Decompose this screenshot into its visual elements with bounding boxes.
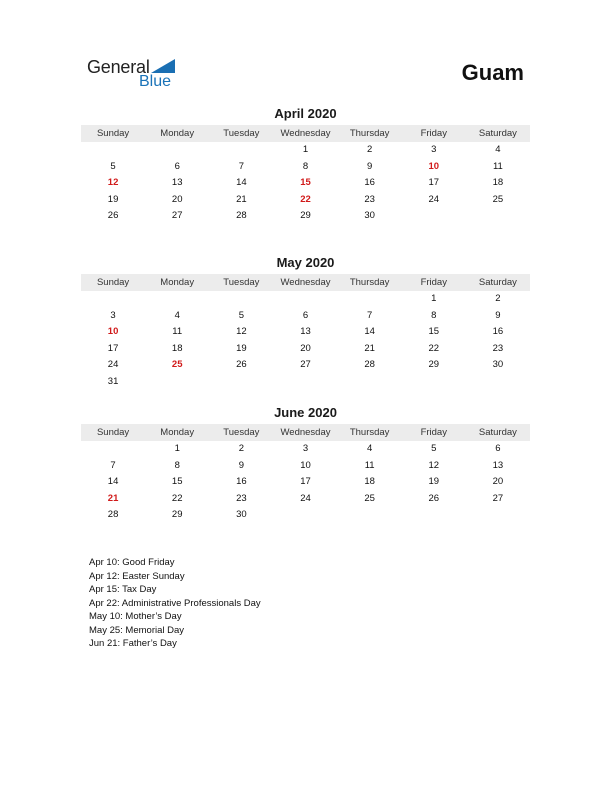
empty-day-cell — [209, 291, 273, 308]
day-cell: 9 — [366, 160, 373, 172]
week-row — [81, 208, 530, 225]
month-calendar-june — [81, 405, 530, 524]
day-cell: 16 — [236, 476, 247, 488]
weekday-label: Saturday — [478, 427, 517, 438]
weekday-label: Sunday — [96, 128, 130, 139]
day-cell: 20 — [171, 193, 183, 205]
empty-day-cell — [338, 374, 402, 391]
day-cell: 28 — [236, 210, 247, 222]
week-row — [81, 474, 530, 491]
weekday-label: Sunday — [96, 277, 130, 288]
day-cell: 13 — [300, 326, 311, 338]
empty-day-cell — [466, 374, 530, 391]
day-cell: 8 — [174, 459, 180, 471]
empty-day-cell — [338, 291, 402, 308]
day-cell: 11 — [364, 459, 375, 471]
week-row — [81, 175, 530, 192]
day-cell: 18 — [171, 342, 183, 354]
weekday-header-row — [81, 274, 530, 291]
day-cell: 11 — [172, 326, 183, 338]
day-cell: 7 — [238, 160, 244, 172]
week-row — [81, 441, 530, 458]
weekday-header-row — [81, 125, 530, 142]
empty-day-cell — [81, 291, 145, 308]
day-cell: 22 — [428, 342, 440, 354]
logo-triangle-icon — [151, 59, 175, 73]
day-cell: 20 — [492, 476, 504, 488]
day-cell: 3 — [431, 144, 437, 155]
empty-day-cell — [209, 374, 273, 391]
weekday-label: Wednesday — [280, 427, 331, 438]
day-cell: 30 — [492, 359, 504, 371]
holiday-day-cell: 21 — [107, 492, 119, 504]
empty-day-cell — [338, 507, 402, 524]
weekday-label: Wednesday — [280, 277, 331, 288]
empty-day-cell — [273, 507, 337, 524]
day-cell: 27 — [300, 359, 311, 371]
day-cell: 19 — [236, 342, 247, 354]
holiday-day-cell: 22 — [300, 193, 311, 205]
day-cell: 14 — [364, 326, 375, 338]
holiday-list-item: Apr 10: Good Friday — [89, 557, 175, 568]
week-row — [81, 507, 530, 524]
weekday-label: Thursday — [349, 128, 390, 139]
day-cell: 26 — [236, 359, 247, 371]
weekday-label: Monday — [160, 277, 195, 288]
day-cell: 25 — [492, 193, 504, 205]
holiday-day-cell: 12 — [107, 177, 119, 189]
day-cell: 13 — [171, 177, 183, 189]
empty-day-cell — [466, 208, 530, 225]
day-cell: 26 — [428, 492, 440, 504]
logo-text-general: General — [87, 57, 150, 77]
weekday-label: Sunday — [96, 427, 130, 438]
logo-text-blue: Blue — [139, 73, 172, 90]
day-cell: 4 — [495, 144, 501, 155]
empty-day-cell — [145, 142, 209, 159]
day-cell: 31 — [107, 375, 119, 387]
day-cell: 2 — [495, 293, 501, 304]
weekday-label: Thursday — [349, 277, 390, 288]
day-cell: 29 — [428, 359, 440, 371]
day-cell: 22 — [171, 492, 183, 504]
empty-day-cell — [81, 142, 145, 159]
month-calendar-april — [81, 106, 530, 225]
empty-day-cell — [145, 291, 209, 308]
empty-day-cell — [145, 374, 209, 391]
weekday-label: Monday — [160, 128, 195, 139]
day-cell: 2 — [366, 144, 373, 155]
day-cell: 29 — [171, 509, 183, 521]
weekday-label: Tuesday — [223, 128, 260, 139]
holiday-list-item: Apr 22: Administrative Professionals Day — [89, 597, 261, 609]
day-cell: 24 — [300, 492, 311, 504]
day-cell: 1 — [302, 144, 309, 155]
day-cell: 15 — [171, 476, 183, 488]
day-cell: 14 — [107, 476, 119, 488]
day-cell: 23 — [236, 492, 247, 504]
month-title: May 2020 — [276, 255, 335, 270]
empty-day-cell — [402, 208, 466, 225]
weekday-label: Saturday — [478, 128, 517, 139]
day-cell: 17 — [107, 342, 119, 354]
day-cell: 10 — [300, 459, 311, 471]
day-cell: 14 — [236, 177, 247, 189]
holiday-day-cell: 10 — [428, 160, 440, 172]
week-row — [81, 192, 530, 209]
holiday-list-item: Apr 12: Easter Sunday — [89, 570, 185, 582]
day-cell: 27 — [492, 492, 504, 504]
week-row — [81, 324, 530, 341]
holiday-list-item: Jun 21: Father’s Day — [89, 638, 177, 649]
month-title: April 2020 — [274, 106, 337, 121]
weekday-label: Thursday — [349, 427, 390, 438]
holiday-day-cell: 10 — [107, 326, 119, 338]
holiday-list-item: Apr 15: Tax Day — [89, 584, 157, 595]
holiday-list — [89, 556, 261, 651]
week-row — [81, 291, 530, 308]
holiday-day-cell: 25 — [171, 359, 183, 371]
day-cell: 15 — [428, 326, 440, 338]
empty-day-cell — [273, 374, 337, 391]
month-calendar-may — [81, 255, 530, 391]
week-row — [81, 341, 530, 358]
day-cell: 19 — [428, 476, 440, 488]
day-cell: 24 — [107, 359, 119, 371]
empty-day-cell — [273, 291, 337, 308]
day-cell: 16 — [364, 177, 375, 189]
day-cell: 21 — [236, 193, 247, 205]
weekday-label: Friday — [420, 277, 447, 288]
weekday-label: Friday — [420, 128, 447, 139]
week-row — [81, 159, 530, 176]
day-cell: 9 — [495, 309, 501, 321]
week-row — [81, 374, 530, 391]
day-cell: 12 — [236, 326, 247, 338]
day-cell: 3 — [110, 309, 116, 321]
day-cell: 3 — [302, 443, 309, 454]
week-row — [81, 308, 530, 325]
day-cell: 5 — [431, 443, 437, 454]
day-cell: 5 — [238, 309, 244, 321]
week-row — [81, 458, 530, 475]
holiday-list-item: May 25: Memorial Day — [89, 624, 185, 636]
week-row — [81, 491, 530, 508]
day-cell: 18 — [364, 476, 375, 488]
weekday-label: Tuesday — [223, 277, 260, 288]
day-cell: 11 — [492, 160, 503, 172]
day-cell: 30 — [364, 210, 375, 222]
weekday-header-row — [81, 424, 530, 441]
weekday-label: Monday — [160, 427, 195, 438]
weekday-label: Wednesday — [280, 128, 331, 139]
holiday-day-cell: 15 — [300, 177, 311, 189]
month-title: June 2020 — [274, 405, 337, 420]
weekday-label: Friday — [420, 427, 447, 438]
day-cell: 4 — [174, 309, 180, 321]
day-cell: 17 — [428, 177, 440, 189]
weekday-label: Tuesday — [223, 427, 260, 438]
empty-day-cell — [81, 441, 145, 458]
day-cell: 7 — [110, 459, 116, 471]
day-cell: 23 — [492, 342, 504, 354]
day-cell: 28 — [364, 359, 375, 371]
day-cell: 24 — [428, 193, 440, 205]
week-row — [81, 142, 530, 159]
day-cell: 23 — [364, 193, 375, 205]
holiday-list-item: May 10: Mother’s Day — [89, 611, 182, 622]
day-cell: 28 — [107, 509, 119, 521]
day-cell: 21 — [364, 342, 375, 354]
day-cell: 8 — [431, 309, 437, 321]
day-cell: 20 — [300, 342, 311, 354]
day-cell: 7 — [366, 309, 373, 321]
day-cell: 13 — [492, 459, 504, 471]
day-cell: 18 — [492, 177, 504, 189]
day-cell: 19 — [107, 193, 119, 205]
weekday-label: Saturday — [478, 277, 517, 288]
day-cell: 6 — [495, 443, 501, 454]
day-cell: 8 — [302, 160, 309, 172]
empty-day-cell — [402, 507, 466, 524]
day-cell: 17 — [300, 476, 311, 488]
day-cell: 5 — [110, 160, 116, 172]
day-cell: 4 — [366, 443, 373, 454]
day-cell: 9 — [238, 459, 244, 471]
empty-day-cell — [209, 142, 273, 159]
day-cell: 16 — [492, 326, 504, 338]
day-cell: 1 — [174, 443, 180, 454]
day-cell: 29 — [300, 210, 311, 222]
day-cell: 12 — [428, 459, 440, 471]
day-cell: 27 — [171, 210, 183, 222]
day-cell: 26 — [107, 210, 119, 222]
brand-logo — [87, 55, 187, 95]
day-cell: 30 — [236, 509, 247, 521]
day-cell: 25 — [364, 492, 375, 504]
day-cell: 2 — [238, 443, 244, 454]
country-title: Guam — [461, 60, 524, 85]
week-row — [81, 357, 530, 374]
day-cell: 6 — [302, 309, 309, 321]
day-cell: 1 — [431, 293, 437, 304]
empty-day-cell — [402, 374, 466, 391]
day-cell: 6 — [174, 160, 180, 172]
empty-day-cell — [466, 507, 530, 524]
